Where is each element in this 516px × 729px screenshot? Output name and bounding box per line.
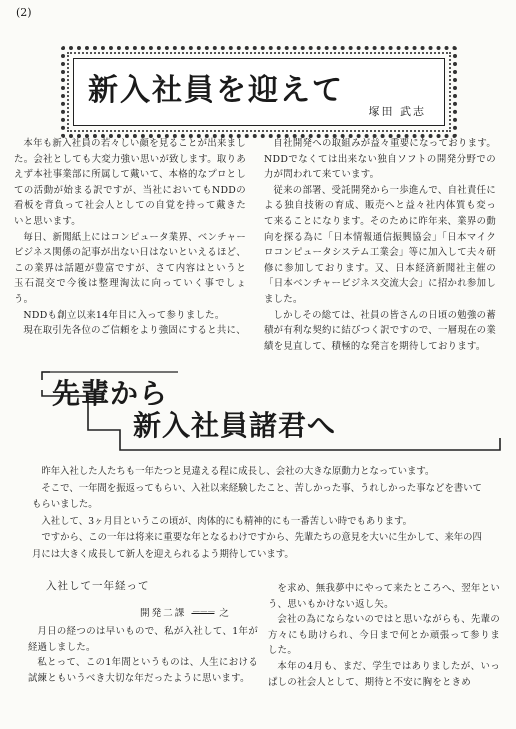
essay2-left-column xyxy=(28,624,258,724)
paragraph: しかしその総ては、社員の皆さんの日頃の勉強の蓄積が有利な契約に結びつく訳ですので、一層現在の業績を見直して、積極的な発言を期待しております。 xyxy=(264,309,496,352)
paragraph: 毎日、新聞紙上にはコンピュータ業界、ベンチャービジネス関係の記事が出ない日はないといえるほど、この業界は話題が豊富ですが、さて内容はというと玉石混交で今後は整理淘汰に向っていく事でしょう。 xyxy=(14,231,246,305)
byline-department: 開発二課 xyxy=(140,608,187,619)
essay2-heading: 入社して一年経って xyxy=(46,580,150,592)
author-name: 塚田 武志 xyxy=(368,105,426,118)
paragraph: NDDも創立以来14年目に入って参りました。 xyxy=(23,309,225,321)
page-number: (2) xyxy=(16,6,32,19)
paragraph: 本年も新入社員の若々しい顔を見ることが出来ました。会社としても大変力強い思いが致します。取りあえず本社事業部に所属して戴いて、本格的なプロとしての活動が始まる訳ですが、当社においてもNDDの看板を背負って社会人としての自覚を持って戴きたいと思います。 xyxy=(14,138,246,227)
paragraph: 入社して、3ヶ月目というこの頃が、肉体的にも精神的にも一番苦しい時でもあります。 xyxy=(41,515,413,527)
essay1-left-column xyxy=(14,136,246,356)
title-frame xyxy=(73,58,445,126)
banner-line-2: 新入社員諸君へ xyxy=(133,409,337,442)
essay2-byline xyxy=(140,605,231,619)
byline-name-visible: 之 xyxy=(219,608,231,619)
paragraph: 会社の為にならないのではと思いながらも、先輩の方々にも助けられ、今日まで何とか頑張って参りました。 xyxy=(268,614,500,657)
essay1-right-column xyxy=(264,136,496,356)
byline-redacted-name: ＝＝＝ xyxy=(191,608,215,619)
paragraph: 月日の経つのは早いもので、私が入社して、1年が経過しました。 xyxy=(28,626,258,653)
essay2-right-column xyxy=(268,581,500,726)
paragraph: 現在取引先各位のご信頼をより強固にすると共に、 xyxy=(23,325,246,337)
paragraph: 昨年入社した人たちも一年たつと見違える程に成長し、会社の大きな原動力となっています。 xyxy=(41,466,435,477)
paragraph: 私とって、この1年間というものは、人生における試練ともいうべき大切な年だったように思います。 xyxy=(28,657,258,684)
paragraph: そこで、一年間を振返ってもらい、入社以来経験したこと、苦しかった事、うれしかった事などを書いてもらいました。 xyxy=(32,482,482,510)
banner-line-1: 先輩から xyxy=(52,377,169,410)
paragraph: 本年の4月も、まだ、学生ではありましたが、いっぱしの社会人として、期待と不安に胸をときめ xyxy=(268,660,500,688)
paragraph: 自社開発への取組みが益々重要になっております。NDDでなくては出来ない独自ソフトの開発分野での力が問われて来ています。 xyxy=(264,138,496,181)
intro-text xyxy=(32,464,486,572)
page-title: 新入社員を迎えて xyxy=(88,73,344,108)
paragraph: を求め、無我夢中にやって来たところへ、翌年という、思いもかけない返し矢。 xyxy=(268,583,500,610)
paragraph: ですから、この一年は将来に重要な年となるわけですから、先輩たちの意見を大いに生かして、来年の四月には大きく成長して新人を迎えられるよう期待しています。 xyxy=(32,532,482,560)
paragraph: 従来の部署、受託開発から一歩進んで、自社責任による独自技術の育成、販売へと益々社内体質も変って来ることになります。そのために昨年来、業界の動向を探る為に「日本情報通信振興協会」「日本マイクロコンピュータシステム工業会」等に加入して夫々研修に参加しております。又、日本経済新聞社主催の「日本ベンチャービジネス交流大会」に招かれ参加しました。 xyxy=(264,184,496,305)
